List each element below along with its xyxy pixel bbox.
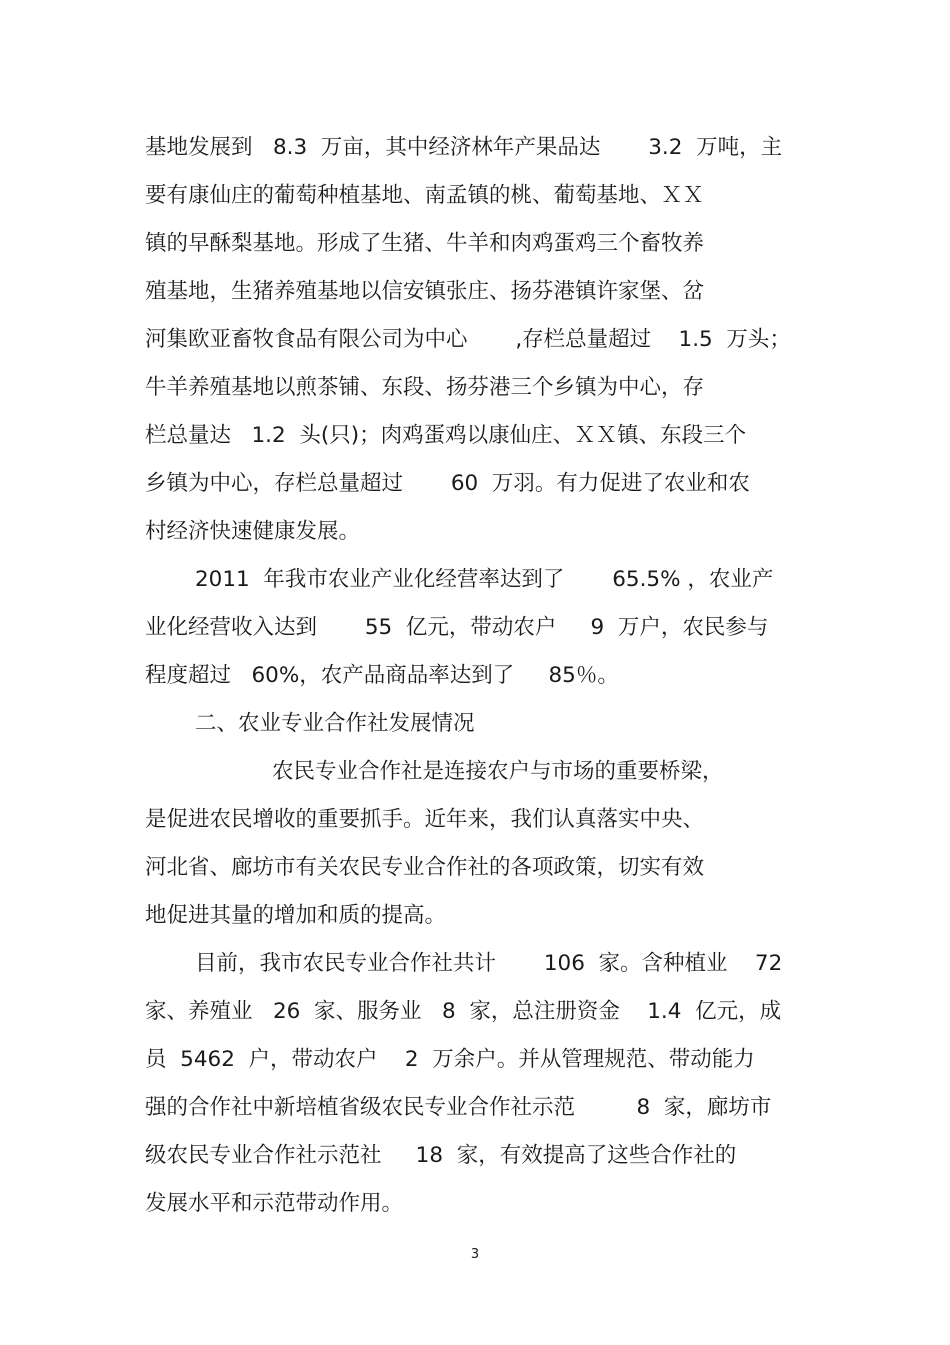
text-line: 目前，我市农民专业合作社共计 106 家。含种植业 72: [195, 951, 783, 976]
text-line: 是促进农民增收的重要抓手。近年来，我们认真落实中央、: [145, 807, 705, 832]
text-line: 农民专业合作社是连接农户与市场的重要桥梁，: [272, 759, 724, 784]
text-line: 镇的早酥梨基地。形成了生猪、牛羊和肉鸡蛋鸡三个畜牧养: [145, 231, 705, 256]
text-line: 殖基地，生猪养殖基地以信安镇张庄、扬芬港镇许家堡、岔: [145, 279, 705, 304]
text-line: 河集欧亚畜牧食品有限公司为中心 ,存栏总量超过 1.5 万头；: [145, 327, 791, 352]
text-line: 地促进其量的增加和质的提高。: [145, 903, 447, 928]
text-line: 发展水平和示范带动作用。: [145, 1191, 404, 1216]
text-line: 程度超过 60%，农产品商品率达到了 85％。: [145, 663, 619, 688]
text-line: 栏总量达 1.2 头(只)；肉鸡蛋鸡以康仙庄、ＸＸ镇、东段三个: [145, 423, 747, 448]
text-line: 要有康仙庄的葡萄种植基地、南孟镇的桃、葡萄基地、ＸＸ: [145, 183, 705, 208]
text-line: 家、养殖业 26 家、服务业 8 家，总注册资金 1.4 亿元，成: [145, 999, 782, 1024]
text-line: 村经济快速健康发展。: [145, 519, 361, 544]
section-heading: 二、农业专业合作社发展情况: [195, 711, 475, 736]
text-line: 业化经营收入达到 55 亿元，带动农户 9 万户，农民参与: [145, 615, 769, 640]
text-line: 基地发展到 8.3 万亩，其中经济林年产果品达 3.2 万吨，主: [145, 135, 783, 160]
text-line: 强的合作社中新培植省级农民专业合作社示范 8 家，廊坊市: [145, 1095, 772, 1120]
text-line: 乡镇为中心，存栏总量超过 60 万羽。有力促进了农业和农: [145, 471, 750, 496]
text-line: 级农民专业合作社示范社 18 家，有效提高了这些合作社的: [145, 1143, 737, 1168]
text-line: 员 5462 户，带动农户 2 万余户。并从管理规范、带动能力: [145, 1047, 755, 1072]
text-line: 2011 年我市农业产业化经营率达到了 65.5% ，农业产: [195, 567, 774, 592]
text-line: 牛羊养殖基地以煎茶铺、东段、扬芬港三个乡镇为中心，存: [145, 375, 705, 400]
page-number: 3: [470, 1247, 480, 1262]
text-line: 河北省、廊坊市有关农民专业合作社的各项政策，切实有效: [145, 855, 705, 880]
